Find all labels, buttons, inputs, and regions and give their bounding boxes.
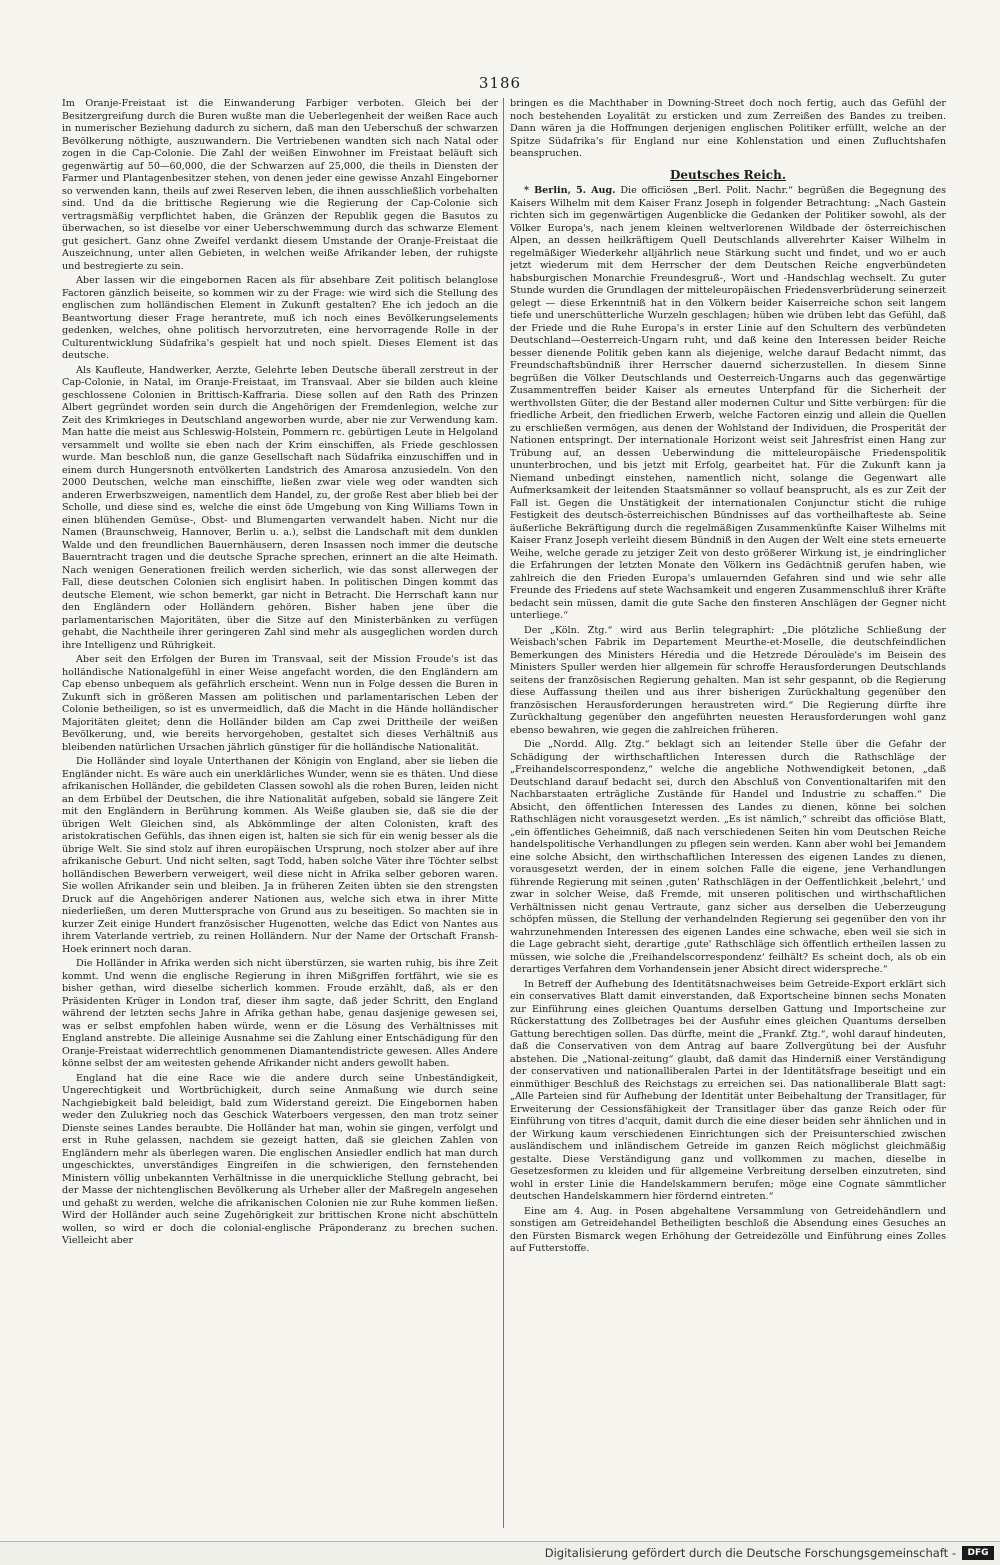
article-paragraph: Im Oranje-Freistaat ist die Einwanderung Farbiger verboten. Gleich bei der Besitzergreifung durch die Buren wußte man die Ueberlegenheit der weißen Race auch in numerischer Beziehung dadurch zu sichern, daß man den Ueberschuß der schwarzen Bevölkerung nöthigte, auszuwandern. Die Vertriebenen wandten sich nach Natal oder zogen in die Cap-Colonie. Die Zahl der weißen Einwohner im Freistaat beläuft sich gegenwärtig auf 50—60,000, die der Schwarzen auf 25,000, die theils in Diensten der Farmer und Plantagenbesitzer stehen, von denen jeder eine gewisse Anzahl Eingeborner so verwenden kann, theils auf zwei Reserven leben, die ihnen ausschließlich vorbehalten sind. Und da die brittische Regierung wie die Regierung der Cap-Colonie sich vertragsmäßig verpflichtet haben, die Gränzen der Republik gegen die Basutos zu überwachen, so ist dieselbe vor einer Ueberschwemmung durch das schwarze Element gut gesichert. Ganz ohne Zweifel verdankt diesem Umstande der Oranje-Freistaat die Auszeichnung, unter allen Gebieten, in welchen weiße Afrikander leben, der ruhigste und bestregierte zu sein.	[62, 98, 498, 272]
article-paragraph: Aber lassen wir die eingebornen Racen als für absehbare Zeit politisch belanglose Factoren gänzlich beiseite, so kommen wir zu der Frage: wie wird sich die Stellung des englischen zum holländischen Element in Zukunft gestalten? Ehe ich jedoch an die Beantwortung dieser Frage herantrete, muß ich noch eines Bevölkerungselements gedenken, welches, ohne politisch hervorzutreten, eine hervorragende Rolle in der Culturentwicklung Südafrika's gespielt hat und noch spielt. Dieses Element ist das deutsche.	[62, 275, 498, 361]
article-paragraph: Der „Köln. Ztg.“ wird aus Berlin telegraphirt: „Die plötzliche Schließung der Weisbach'schen Fabrik im Departement Meurthe-et-Moselle, die deutschfeindlichen Bemerkungen des Ministers Héredia und die Hetzrede Déroulède's im Beisein des Ministers Spuller werden hier allgemein für schroffe Herausforderungen Deutschlands seitens der französischen Regierung gehalten. Man ist sehr gespannt, ob die Regierung diese Auffassung theilen und aus ihrer bisherigen Zurückhaltung gegenüber den französischen Herausforderungen heraustreten wird.“ Die Regierung dürfte ihre Zurückhaltung gegenüber den angeführten neuesten Herausforderungen wohl ganz ebenso bewahren, wie gegen die zahlreichen früheren.	[510, 624, 946, 736]
dateline: * Berlin, 5. Aug.	[524, 185, 616, 196]
article-paragraph: bringen es die Machthaber in Downing-Street doch noch fertig, auch das Gefühl der noch bestehenden Loyalität zu ersticken und zum Zerreißen des Bandes zu treiben. Dann wären ja die Hoffnungen derjenigen englischen Politiker erfüllt, welche an der Spitze Südafrika's für England nur eine Kohlenstation und einen Zufluchtshafen beanspruchen.	[510, 98, 946, 159]
article-paragraph	[510, 185, 946, 623]
right-column	[510, 98, 946, 1528]
dfg-logo: DFG	[962, 1546, 994, 1560]
article-paragraph: In Betreff der Aufhebung des Identitätsnachweises beim Getreide-Export erklärt sich ein conservatives Blatt damit einverstanden, daß Exportscheine binnen sechs Monaten zur Einführung eines gleichen Quantums derselben Gattung und Importscheine zur Rückerstattung des Zollbetrages bei der Ausfuhr eines gleichen Quantums derselben Gattung berechtigen sollen. Das dürfte, meint die „Frankf. Ztg.“, wohl darauf hindeuten, daß die Conservativen von dem Antrag auf baare Zollvergütung bei der Ausfuhr abstehen. Die „National-zeitung“ glaubt, daß damit das Hinderniß einer Verständigung der conservativen und nationalliberalen Partei in der Identitätsfrage beseitigt und ein einmüthiger Beschluß des Reichstags zu erreichen sei. Das nationalliberale Blatt sagt: „Alle Parteien sind für Aufhebung der Identität unter Beibehaltung der Transitlager, für Erweiterung der Cessionsfähigkeit der Transitlager über das ganze Reich oder für Einführung von titres d'acquit, damit durch die eine dieser beiden sehr ähnlichen und in der Wirkung kaum verschiedenen Einrichtungen sich der Preisunterschied zwischen ausländischem und inländischem Getreide im ganzen Reich möglichst gleichmäßig gestalte. Diese Verständigung ganz und vollkommen zu machen, dieselbe in Gesetzesformen zu kleiden und für allgemeine Verbreitung derselben einzutreten, sind wohl in erster Linie die Handelskammern berufen; möge eine Cognate sämmtlicher deutschen Handelskammern hier fördernd eintreten.“	[510, 978, 946, 1202]
article-paragraph: Eine am 4. Aug. in Posen abgehaltene Versammlung von Getreidehändlern und sonstigen am Getreidehandel Betheiligten beschloß die Absendung eines Gesuches an den Fürsten Bismarck wegen Erhöhung der Getreidezölle und Einführung eines Zolles auf Futterstoffe.	[510, 1205, 946, 1254]
left-column	[62, 98, 498, 1528]
article-paragraph: England hat die eine Race wie die andere durch seine Unbeständigkeit, Ungerechtigkeit und Wortbrüchigkeit, durch seine Anmaßung wie durch seine Nachgiebigkeit bald beleidigt, bald zum Widerstand gereizt. Die Eingebornen haben weder den Zulukrieg noch das Geschick Waterboers vergessen, den man trotz seiner Dienste seines Landes beraubte. Die Holländer hat man, wohin sie gingen, verfolgt und erst in Ruhe gelassen, nachdem sie gezeigt hatten, daß sie gleichen Zahlen von Engländern mehr als überlegen waren. Die englischen Ansiedler endlich hat man durch ungeschicktes, unverständiges Eingreifen in die schwierigen, den fernstehenden Ministern völlig unbekannten Verhältnisse in die unerquickliche Stellung gebracht, bei der Masse der nichtenglischen Bevölkerung als Urheber aller der Maßregeln angesehen und gehaßt zu werden, welche die afrikanischen Colonien nie zur Ruhe kommen ließen. Wird der Holländer auch seine Zugehörigkeit zur brittischen Krone nicht abschütteln wollen, so wird er doch die colonial-englische Präponderanz zu brechen suchen. Vielleicht aber	[62, 1072, 498, 1246]
footer-credit: Digitalisierung gefördert durch die Deutsche Forschungsgemeinschaft -	[544, 1546, 956, 1560]
paragraph-text: Die officiösen „Berl. Polit. Nachr.“ begrüßen die Begegnung des Kaisers Wilhelm mit dem Kaiser Franz Joseph in folgender Betrachtung: „Nach Gastein richten sich im gegenwärtigen Augenblicke die Gedanken der Politiker sowohl, als der Völker Europa's, nach jenem kleinen weltverlorenen Wildbade der österreichischen Alpen, an dessen heilkräftigem Quell Deutschlands allverehrter Kaiser Wilhelm in regelmäßiger Wiederkehr alljährlich neue Stärkung sucht und findet, und wo er auch jetzt wiederum mit dem Herrscher der dem Deutschen Reiche engverbündeten habsburgischen Monarchie Freundesgruß-, Wort und -Handschlag wechselt. Zu guter Stunde wurden die Grundlagen der mitteleuropäischen Friedensverbrüderung seinerzeit gelegt — diese Erkenntniß hat in den Völkern beider Kaiserreiche schon seit langem tiefe und unerschütterliche Wurzeln geschlagen; hüben wie drüben lebt das Gefühl, daß der Friede und die Ruhe Europa's in erster Linie auf den Schultern des verbündeten Deutschland—Oesterreich-Ungarn ruht, und daß keine den Interessen beider Reiche besser dienende Politik geben kann als diejenige, welche darauf Bedacht nimmt, das Freundschaftsbündniß ihrer Herrscher dauernd sicherzustellen. In diesem Sinne begrüßen die Völker Deutschlands und Oesterreich-Ungarns auch das gegenwärtige Zusammentreffen beider Kaiser als erneutes Unterpfand für die Sicherheit der werthvollsten Güter, die der Bestand aller modernen Cultur und Sitte verbürgen: für die friedliche Arbeit, den friedlichen Erwerb, welche Factoren einzig und allein die Quellen zu erschließen vermögen, aus denen der Wohlstand der Individuen, die Prosperität der Nationen entspringt. Der internationale Horizont weist seit Jahresfrist einen Hang zur Trübung auf, an dessen Ueberwindung die mitteleuropäische Friedenspolitik ununterbrochen, und bis jetzt mit Erfolg, gearbeitet hat. Für die Zukunft kann ja Niemand unbedingt einstehen, namentlich nicht, solange die Gegenwart alle Aufmerksamkeit der leitenden Staatsmänner so vollauf beansprucht, als es zur Zeit der Fall ist. Gegen die Unstätigkeit der internationalen Conjunctur sticht die ruhige Festigkeit des deutsch-österreichischen Bündnisses auf das vortheilhafteste ab. Seine äußerliche Bekräftigung durch die regelmäßigen Zusammenkünfte Kaiser Wilhelms mit Kaiser Franz Joseph verleiht diesem Bündniß in den Augen der Welt eine stets erneuerte Weihe, welche gerade zu jetziger Zeit von desto größerer Wirkung ist, je eindringlicher die Erfahrungen der letzten Monate den Völkern ins Gedächtniß gerufen haben, wie zahlreich die den Frieden Europa's umlauernden Gefahren sind und wie sehr alle Freunde des Friedens auf stete Wachsamkeit und engeren Zusammenschluß ihrer Kräfte bedacht sein müssen, damit die gute Sache den finsteren Anschlägen der Gegner nicht unterliege.“	[510, 185, 946, 621]
article-paragraph: Aber seit den Erfolgen der Buren im Transvaal, seit der Mission Froude's ist das holländische Nationalgefühl in einer Weise angefacht worden, die den Engländern am Cap ebenso unbequem als gefährlich erscheint. Wenn nun in Folge dessen die Buren in Zukunft sich in größeren Massen am politischen und parlamentarischen Leben der Colonie betheiligen, so ist es unvermeidlich, daß die Macht in die Hände holländischer Majoritäten gleitet; denn die Holländer bilden am Cap zwei Drittheile der weißen Bevölkerung, und, wie bereits hervorgehoben, gestaltet sich dieses Verhältniß aus bleibenden natürlichen Ursachen jährlich günstiger für die holländische Nationalität.	[62, 654, 498, 753]
digitization-footer	[0, 1541, 1000, 1565]
page-number: 3186	[478, 74, 522, 92]
article-paragraph: Als Kaufleute, Handwerker, Aerzte, Gelehrte leben Deutsche überall zerstreut in der Cap-Colonie, in Natal, im Oranje-Freistaat, im Transvaal. Aber sie bilden auch kleine geschlossene Colonien in Brittisch-Kaffraria. Diese sollen auf den Rath des Prinzen Albert gegründet worden sein durch die Angehörigen der Fremdenlegion, welche zur Zeit des Krimkrieges in Deutschland angeworben wurde, aber nie zur Verwendung kam. Man hatte die meist aus Schleswig-Holstein, Pommern rc. gebürtigen Leute in Helgoland versammelt und wollte sie eben nach der Krim einschiffen, als Friede geschlossen wurde. Man beschloß nun, die ganze Gesellschaft nach Südafrika einzuschiffen und in einem durch Hungersnoth entvölkerten Landstrich des Amarosa anzusiedeln. Von den 2000 Deutschen, welche man einschiffte, ließen zwar viele weg oder wandten sich anderen Erwerbszweigen, namentlich dem Handel, zu, der große Rest aber blieb bei der Scholle, und diese sind es, welche die einst öde Umgebung von King Williams Town in einen blühenden Gemüse-, Obst- und Blumengarten verwandelt haben. Nicht nur die Namen (Braunschweig, Hannover, Berlin u. a.), selbst die Landschaft mit dem dunklen Walde und den freundlichen Bauernhäusern, deren Insassen noch immer die deutsche Bauerntracht tragen und die deutsche Sprache sprechen, erinnert an die alte Heimath. Nach wenigen Generationen freilich werden sicherlich, wie das sonst allerwegen der Fall, diese deutschen Colonien sich englisirt haben. In politischen Dingen kommt das deutsche Element, wie schon bemerkt, gar nicht in Betracht. Die Herrschaft kann nur den Engländern oder Holländern gehören. Bisher haben jene über die parlamentarischen Majoritäten, über die Sitze auf den Ministerbänken zu verfügen gehabt, die Nachtheile ihrer geringeren Zahl sind mehr als ausgeglichen worden durch ihre Intelligenz und Rührigkeit.	[62, 364, 498, 651]
section-heading: Deutsches Reich.	[669, 167, 787, 182]
article-paragraph: Die „Nordd. Allg. Ztg.“ beklagt sich an leitender Stelle über die Gefahr der Schädigung der wirthschaftlichen Interessen durch die Rathschläge der „Freihandelscorrespondenz,“ welche die angebliche Nothwendigkeit betonen, „daß Deutschland darauf bedacht sei, durch den Abschluß von Conventionaltarifen mit den Nachbarstaaten erträgliche Zustände für Handel und Industrie zu schaffen.“ Die Absicht, den öffentlichen Interessen des Landes zu dienen, könne bei solchen Rathschlägen nicht vorausgesetzt werden. „Es ist nämlich,“ schreibt das officiöse Blatt, „ein öffentliches Geheimniß, daß nach verschiedenen Seiten hin vom Deutschen Reiche handelspolitische Verhandlungen zu pflegen sein werden. Kann aber wohl bei Jemandem eine solche Absicht, den wirthschaftlichen Interessen des eigenen Landes zu dienen, vorausgesetzt werden, der in einem solchen Falle die eigene, jene Verhandlungen führende Regierung mit seinen ‚guten' Rathschlägen in der Oeffentlichkeit ‚belehrt,' und zwar in solcher Weise, daß Fremde, mit unseren politischen und wirthschaftlichen Verhältnissen nicht genau Vertraute, ganz sicher aus derselben die Ueberzeugung schöpfen müssen, die Stellung der verhandelnden Regierung sei gegenüber den von ihr wahrzunehmenden Interessen des eigenen Landes eine schwache, eben weil sie sich in die Lage gebracht sieht, derartige ‚gute' Rathschläge sich öffentlich ertheilen lassen zu müssen, wie solche die ‚Freihandelscorrespondenz‘ feilhält? Es scheint doch, als ob ein derartiges Verfahren dem Vorhandensein jener Absicht direct widerspreche.“	[510, 739, 946, 975]
column-divider	[503, 98, 504, 1528]
article-paragraph: Die Holländer in Afrika werden sich nicht überstürzen, sie warten ruhig, bis ihre Zeit kommt. Und wenn die englische Regierung in ihren Mißgriffen fortfährt, wie sie es bisher gethan, wird dieselbe sicherlich kommen. Froude erzählt, daß, als er den Präsidenten Krüger in London traf, dieser ihm sagte, daß jeder Schritt, den England während der letzten sechs Jahre in Afrika gethan habe, genau dasjenige gewesen sei, was er selbst empfohlen haben würde, wenn er die Lösung des Verhältnisses mit England anstrebte. Die alleinige Ausnahme sei die Zahlung einer Entschädigung für den Oranje-Freistaat widerrechtlich genommenen Diamantendistricte gewesen. Alles Andere könne selbst der am weitesten gehende Afrikander nicht anders gewollt haben.	[62, 958, 498, 1069]
article-paragraph: Die Holländer sind loyale Unterthanen der Königin von England, aber sie lieben die Engländer nicht. Es wäre auch ein unerklärliches Wunder, wenn sie es thäten. Und diese afrikanischen Holländer, die gebildeten Classen sowohl als die rohen Buren, leiden nicht an dem Erbübel der Deutschen, die ihre Nationalität aufgeben, sobald sie längere Zeit mit den Engländern in Berührung kommen. Als Weiße glauben sie, daß sie die der übrigen Welt Gleichen sind, als Abkömmlinge der alten Colonisten, kraft des aristokratischen Gefühls, das ihnen eigen ist, halten sie sich für ein wenig besser als die übrige Welt. Sie sind stolz auf ihren europäischen Ursprung, noch stolzer aber auf ihre afrikanische Geburt. Und nicht selten, sagt Todd, haben solche Väter ihre Töchter selbst holländischen Bewerbern verweigert, weil diese nicht in Afrika selber geboren waren. Sie wollen Afrikander sein und bleiben. Ja in früheren Zeiten übten sie den strengsten Druck auf die Angehörigen anderer Nationen aus, welche sich etwa in ihrer Mitte niederließen, um deren Muttersprache von Grund aus zu beseitigen. So machten sie in kurzer Zeit einige Hundert französischer Hugenotten, welche das Edict von Nantes aus ihrem Vaterlande vertrieb, zu reinen Holländern. Nur der Name der Ortschaft Fransh-Hoek erinnert noch daran.	[62, 756, 498, 955]
